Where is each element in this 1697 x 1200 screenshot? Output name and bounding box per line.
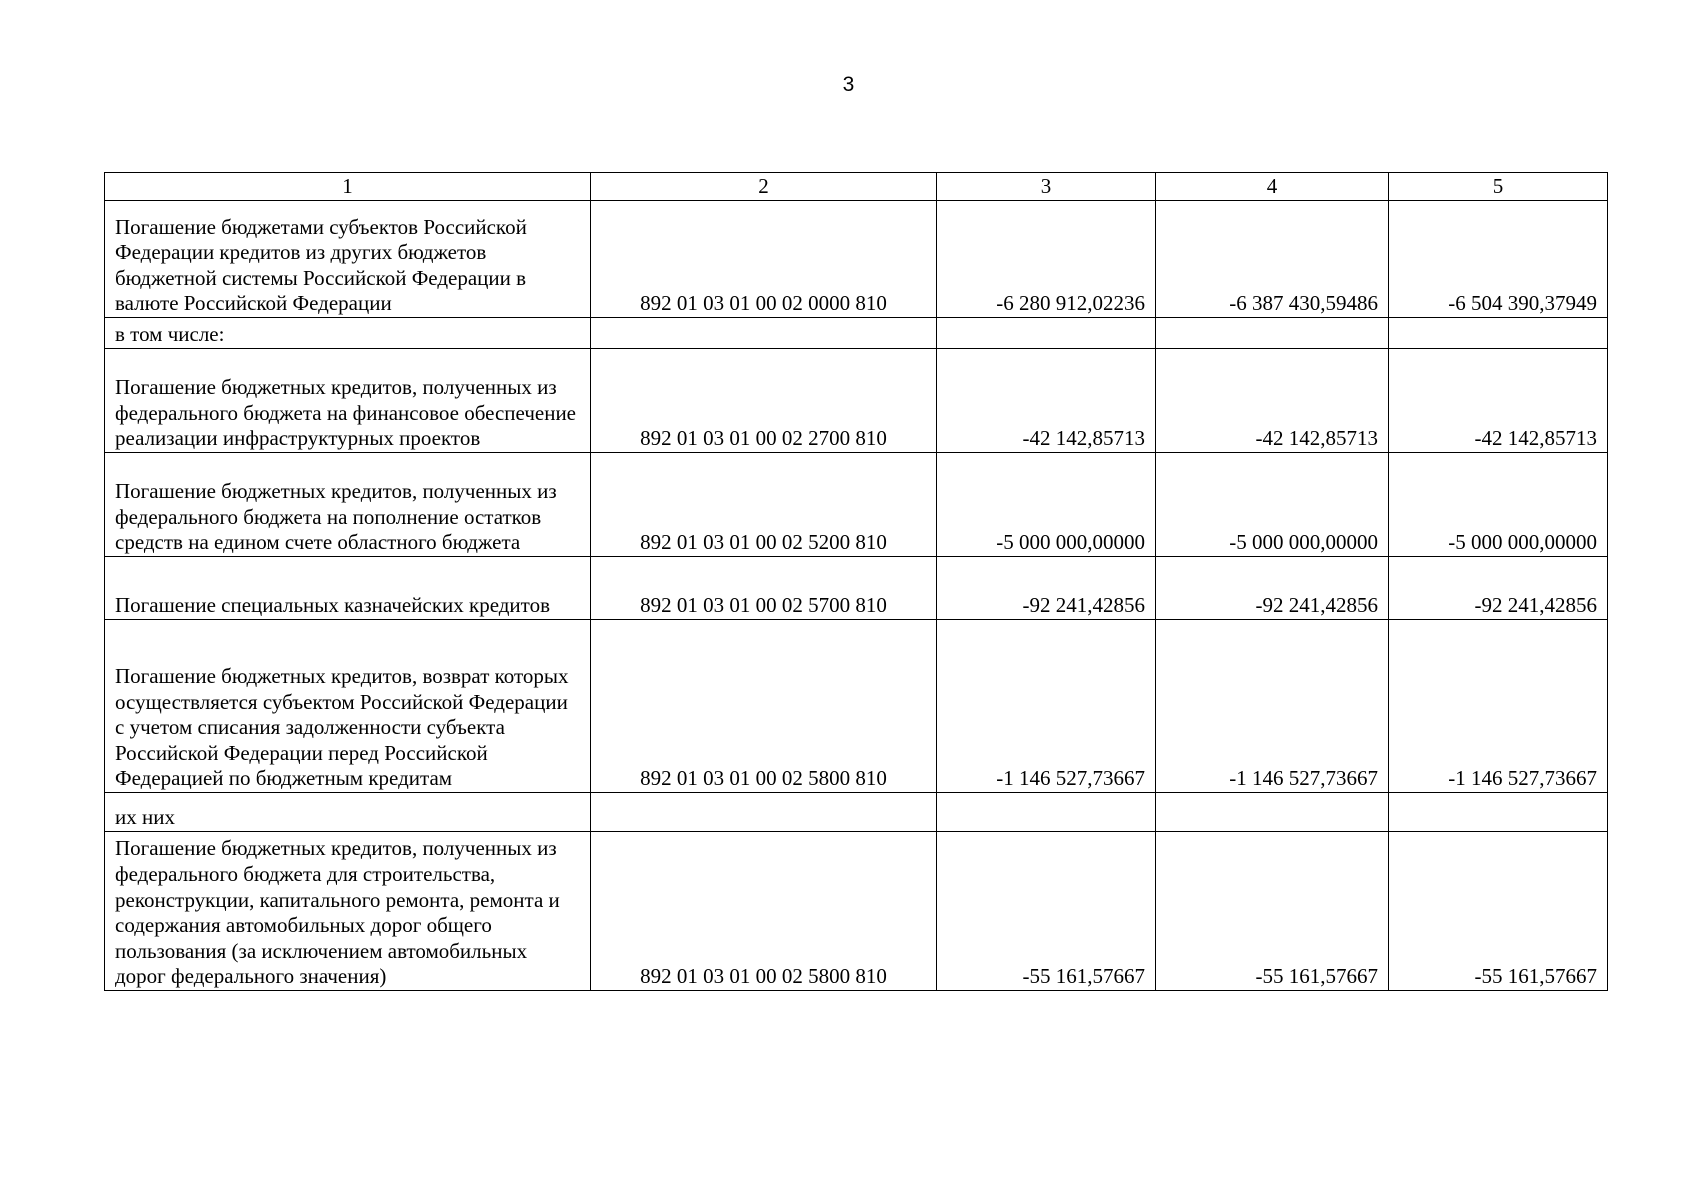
row-name: Погашение бюджетных кредитов, полученных из федерального бюджета на финансовое обеспечение реализации инфраструктурных проектов bbox=[115, 375, 577, 451]
row-name-cell bbox=[105, 453, 591, 557]
table-row bbox=[105, 453, 1608, 557]
budget-code-cell: 892 01 03 01 00 02 2700 810 bbox=[591, 349, 937, 453]
table-row bbox=[105, 832, 1608, 991]
table-row bbox=[105, 557, 1608, 620]
amount-col3 bbox=[937, 793, 1156, 832]
amount-col4: -42 142,85713 bbox=[1156, 349, 1389, 453]
budget-code-cell: 892 01 03 01 00 02 5800 810 bbox=[591, 620, 937, 793]
amount-col5: -42 142,85713 bbox=[1389, 349, 1608, 453]
column-header: 2 bbox=[591, 173, 937, 201]
table-row bbox=[105, 793, 1608, 832]
budget-code-cell: 892 01 03 01 00 02 5800 810 bbox=[591, 832, 937, 991]
amount-col5 bbox=[1389, 793, 1608, 832]
row-name-cell bbox=[105, 620, 591, 793]
amount-col3: -92 241,42856 bbox=[937, 557, 1156, 620]
row-name-cell bbox=[105, 793, 591, 832]
budget-code-cell bbox=[591, 318, 937, 349]
amount-col3: -42 142,85713 bbox=[937, 349, 1156, 453]
column-header: 4 bbox=[1156, 173, 1389, 201]
row-name: Погашение специальных казначейских кредитов bbox=[115, 593, 550, 618]
row-name-cell bbox=[105, 832, 591, 991]
amount-col4: -55 161,57667 bbox=[1156, 832, 1389, 991]
amount-col5: -1 146 527,73667 bbox=[1389, 620, 1608, 793]
row-name-cell bbox=[105, 318, 591, 349]
amount-col3: -1 146 527,73667 bbox=[937, 620, 1156, 793]
amount-col5: -55 161,57667 bbox=[1389, 832, 1608, 991]
row-name-cell bbox=[105, 201, 591, 318]
page-number: 3 bbox=[842, 73, 855, 96]
budget-code-cell: 892 01 03 01 00 02 5700 810 bbox=[591, 557, 937, 620]
column-header: 5 bbox=[1389, 173, 1608, 201]
amount-col4: -5 000 000,00000 bbox=[1156, 453, 1389, 557]
row-name: Погашение бюджетами субъектов Российской Федерации кредитов из других бюджетов бюджетной системы Российской Федерации в валюте Российской Федерации bbox=[115, 214, 527, 316]
budget-code-cell bbox=[591, 793, 937, 832]
amount-col3: -5 000 000,00000 bbox=[937, 453, 1156, 557]
amount-col5: -5 000 000,00000 bbox=[1389, 453, 1608, 557]
amount-col4: -6 387 430,59486 bbox=[1156, 201, 1389, 318]
budget-code-cell: 892 01 03 01 00 02 0000 810 bbox=[591, 201, 937, 318]
table-row bbox=[105, 318, 1608, 349]
amount-col3 bbox=[937, 318, 1156, 349]
amount-col3: -55 161,57667 bbox=[937, 832, 1156, 991]
table-row bbox=[105, 201, 1608, 318]
row-name: в том числе: bbox=[115, 322, 225, 347]
amount-col5: -6 504 390,37949 bbox=[1389, 201, 1608, 318]
row-name-cell bbox=[105, 349, 591, 453]
row-name: их них bbox=[115, 805, 175, 830]
amount-col4: -92 241,42856 bbox=[1156, 557, 1389, 620]
amount-col5 bbox=[1389, 318, 1608, 349]
row-name-cell bbox=[105, 557, 591, 620]
row-name: Погашение бюджетных кредитов, возврат которых осуществляется субъектом Российской Федерации с учетом списания задолженности субъекта Российской Федерации перед Российской Федерацией по бюджетным кредитам bbox=[115, 664, 569, 791]
amount-col4 bbox=[1156, 318, 1389, 349]
budget-table bbox=[104, 172, 1608, 991]
table-header-row bbox=[105, 173, 1608, 201]
table-row bbox=[105, 620, 1608, 793]
row-name: Погашение бюджетных кредитов, полученных из федерального бюджета для строительства, реконструкции, капитального ремонта, ремонта и содержания автомобильных дорог общего пользования (за исключением автомобильных дорог федерального значения) bbox=[115, 836, 560, 989]
amount-col5: -92 241,42856 bbox=[1389, 557, 1608, 620]
column-header: 3 bbox=[937, 173, 1156, 201]
amount-col4: -1 146 527,73667 bbox=[1156, 620, 1389, 793]
budget-code-cell: 892 01 03 01 00 02 5200 810 bbox=[591, 453, 937, 557]
column-header: 1 bbox=[105, 173, 591, 201]
amount-col3: -6 280 912,02236 bbox=[937, 201, 1156, 318]
amount-col4 bbox=[1156, 793, 1389, 832]
table-row bbox=[105, 349, 1608, 453]
row-name: Погашение бюджетных кредитов, полученных из федерального бюджета на пополнение остатков средств на едином счете областного бюджета bbox=[115, 479, 557, 555]
